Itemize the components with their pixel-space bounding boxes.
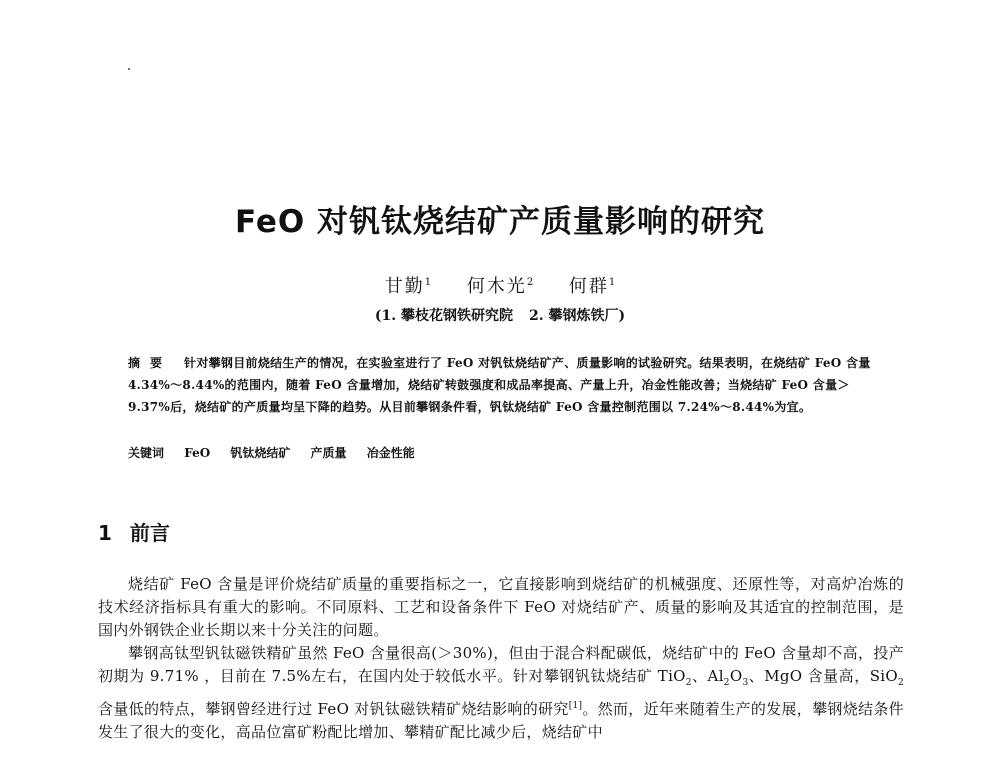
subscript: 2 <box>723 678 730 688</box>
body-text <box>98 573 904 744</box>
paragraph <box>98 642 904 744</box>
affiliation: 2. 攀钢炼铁厂) <box>529 308 626 324</box>
scan-speck <box>128 68 130 70</box>
keyword: 钒钛烧结矿 <box>230 446 291 460</box>
keyword: 冶金性能 <box>366 446 415 460</box>
keywords <box>128 442 874 464</box>
text-run: 攀钢高钛型钒钛磁铁精矿虽然 FeO 含量很高(＞30%)，但由于混合料配碳低，烧结矿中的 FeO 含量却不高，投产初期为 9.71% ，目前在 7.5%左右，在国内处于较低水平。针对攀钢钒钛烧结矿 TiO <box>98 644 904 685</box>
author <box>385 276 431 297</box>
text-run: 含量低的特点，攀钢曾经进行过 FeO 对钒钛磁铁精矿烧结影响的研究 <box>98 700 569 718</box>
text-run: O <box>729 667 743 685</box>
section-number: 1 <box>98 521 112 545</box>
abstract <box>128 352 874 418</box>
paragraph: 烧结矿 FeO 含量是评价烧结矿质量的重要指标之一，它直接影响到烧结矿的机械强度、还原性等，对高炉冶炼的技术经济指标具有重大的影响。不同原料、工艺和设备条件下 FeO 对烧结矿产、质量的影响及其适宜的控制范围，是国内外钢铁企业长期以来十分关注的问题。 <box>98 575 904 639</box>
text-run: 、MgO 含量高，SiO <box>748 667 898 685</box>
keyword: FeO <box>184 446 211 460</box>
author <box>467 276 533 297</box>
author-affil-mark: 1 <box>608 277 616 288</box>
keyword: 产质量 <box>310 446 347 460</box>
text-run: 、Al <box>691 667 724 685</box>
section-title: 前言 <box>129 521 170 545</box>
citation-ref: [1] <box>568 701 583 711</box>
subscript: 3 <box>742 678 749 688</box>
author-affil-mark: 1 <box>424 277 432 288</box>
keywords-label: 关键词 <box>128 446 165 460</box>
affiliations <box>0 305 1000 325</box>
affiliation: (1. 攀枝花钢铁研究院 <box>374 308 513 324</box>
subscript: 2 <box>685 678 692 688</box>
author-name: 甘勤 <box>384 276 425 297</box>
author <box>569 276 615 297</box>
text-run: 。然而，近年来随着生产的发展，攀钢烧结条件发生了很大的变化，高品位富矿粉配比增加、攀精矿配比减少后，烧结矿中 <box>98 700 904 741</box>
author-affil-mark: 2 <box>526 277 534 288</box>
author-name: 何群 <box>568 276 609 297</box>
abstract-text: 针对攀钢目前烧结生产的情况，在实验室进行了 FeO 对钒钛烧结矿产、质量影响的试验研究。结果表明，在烧结矿 FeO 含量 4.34%～8.44%的范围内，随着 FeO 含量增加，烧结矿转鼓强度和成品率提高、产量上升，冶金性能改善；当烧结矿 FeO 含量＞9.37%后，烧结矿的产质量均呈下降的趋势。从目前攀钢条件看，钒钛烧结矿 FeO 含量控制范围以 7.24%～8.44%为宜。 <box>128 356 871 414</box>
subscript: 2 <box>897 678 905 688</box>
paper-title: FeO 对钒钛烧结矿产质量影响的研究 <box>234 204 766 240</box>
section-heading <box>98 517 170 546</box>
author-list <box>0 272 1000 298</box>
abstract-label: 摘要 <box>128 356 173 370</box>
author-name: 何木光 <box>466 276 527 297</box>
